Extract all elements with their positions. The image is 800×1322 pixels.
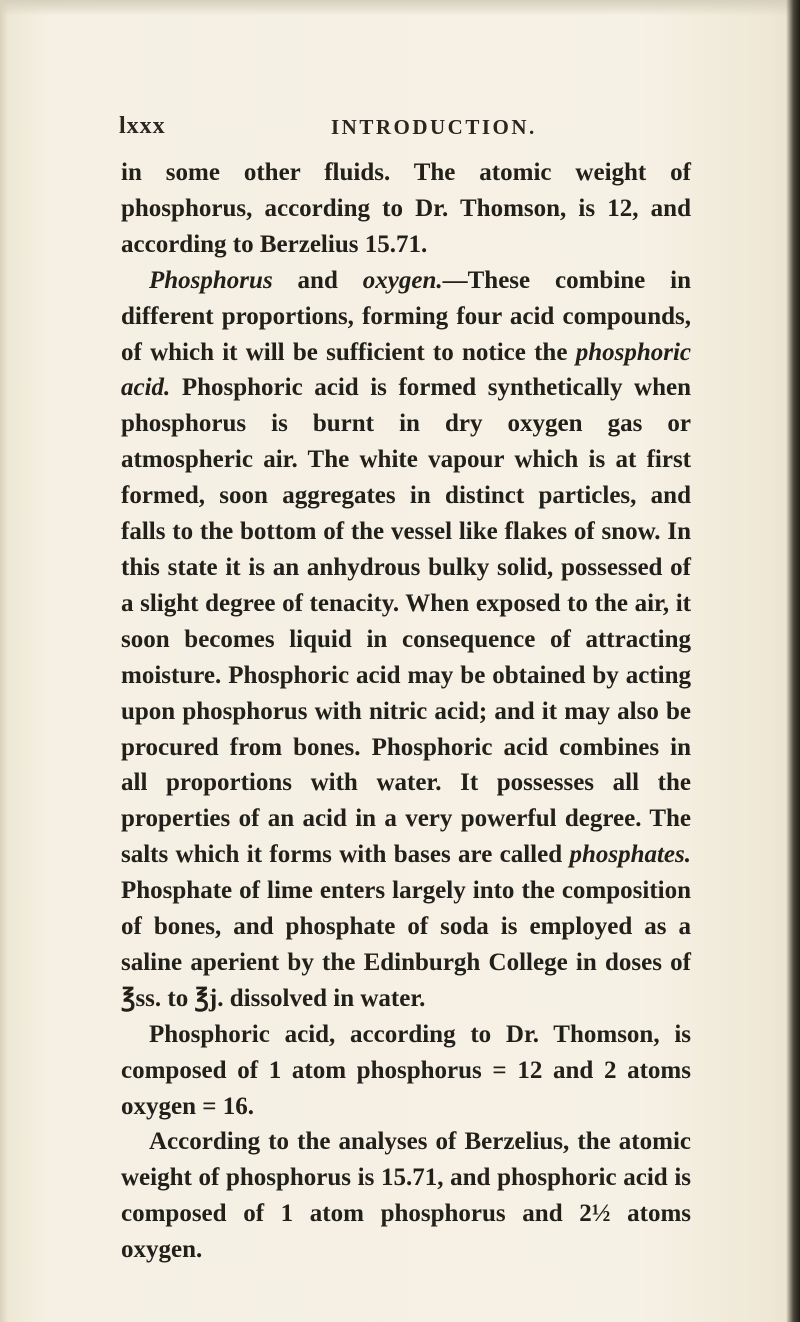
italic-phosphates: phosphates.	[569, 841, 691, 869]
paragraph-2-and: and	[272, 266, 363, 294]
paragraph-1: in some other fluids. The atomic weight of phosphorus, according to Dr. Thomson, is 12, and according to Berzelius 15.71.	[121, 159, 691, 258]
running-head	[119, 113, 689, 143]
page-number: lxxx	[119, 113, 166, 139]
paragraph-2-text-2: Phosphoric acid is formed synthetically when phosphorus is burnt in dry oxygen gas or atmospheric air. The white vapour which is at first formed, soon aggregates in distinct particles, and falls to the bottom of the vessel like flakes of snow. In this state it is an anhydrous bulky solid, possessed of a slight degree of tenacity. When exposed to the air, it soon becomes liquid in consequence of attracting moisture. Phosphoric acid may be obtained by acting upon phosphorus with nitric acid; and it may also be procured from bones. Phosphoric acid combines in all proportions with water. It possesses all the properties of an acid in a very powerful degree. The salts which it forms with bases are called	[121, 374, 691, 869]
header-title: INTRODUCTION.	[331, 115, 537, 139]
paragraph-2-text-3: Phosphate of lime enters largely into the composition of bones, and phosphate of soda is employed as a saline aperient by the Edinburgh College in doses of ℥ss. to ℥j. dissolved in water.	[121, 877, 691, 1012]
paragraph-2	[121, 263, 691, 1017]
page-right-edge	[786, 0, 800, 1322]
page-top-shadow	[0, 0, 800, 16]
paragraph-3: Phosphoric acid, according to Dr. Thomson, is composed of 1 atom phosphorus = 12 and 2 atoms oxygen = 16.	[121, 1020, 691, 1120]
italic-oxygen: oxygen.	[362, 266, 443, 294]
paragraph-4: According to the analyses of Berzelius, the atomic weight of phosphorus is 15.71, and phosphoric acid is composed of 1 atom phosphorus and 2½ atoms oxygen.	[121, 1128, 691, 1264]
paragraph-2-text-1: —These combine in different proportions, forming four acid compounds, of which it will be sufficient to notice the	[121, 266, 691, 366]
italic-phosphoric-acid: phosphoric acid.	[121, 338, 691, 402]
italic-phosphorus: Phosphorus	[149, 266, 273, 294]
body-text	[121, 155, 691, 1268]
page-left-edge	[0, 0, 8, 1322]
